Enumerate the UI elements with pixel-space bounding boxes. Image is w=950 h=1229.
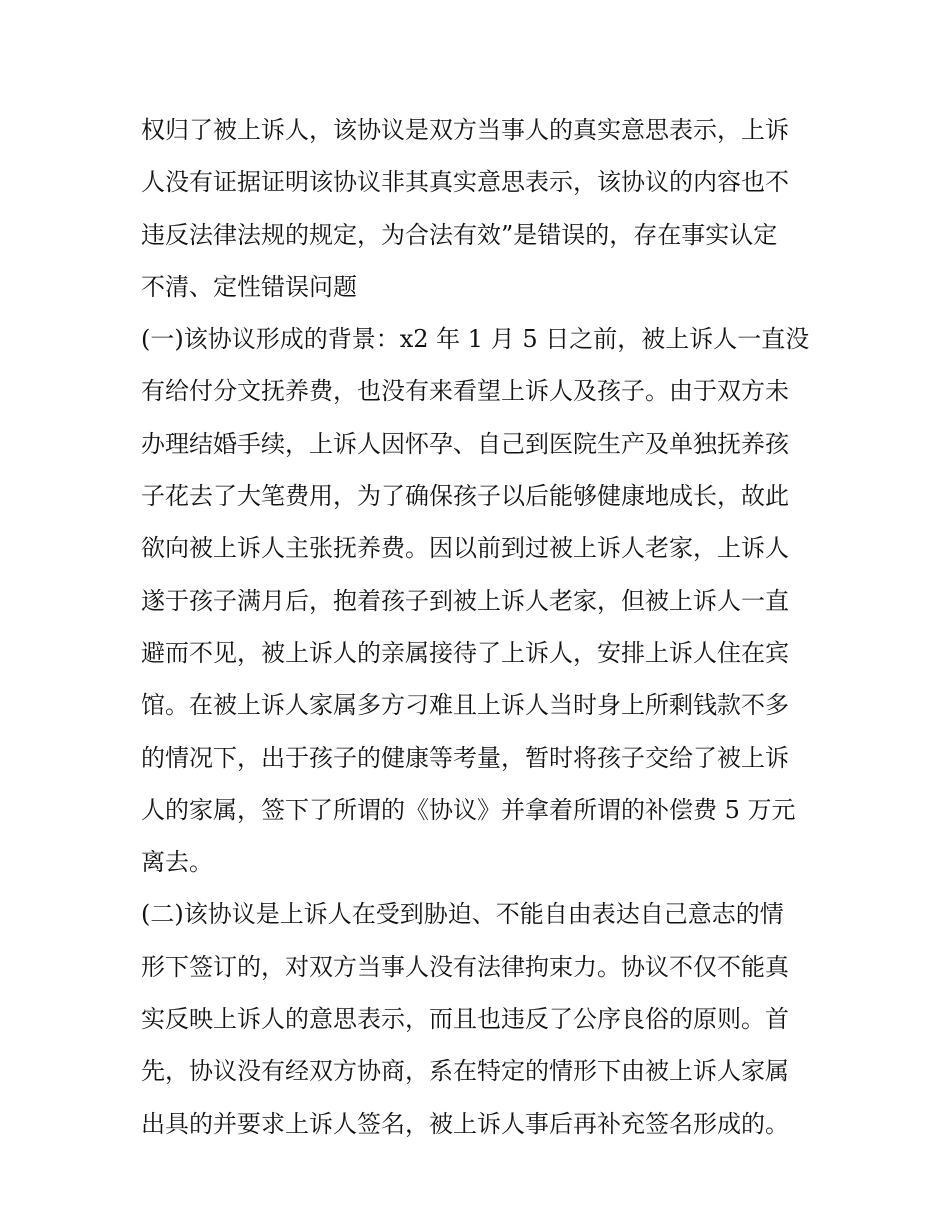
- text-line-3: 违反法律法规的规定，为合法有效”是错误的，存在事实认定: [141, 220, 778, 249]
- text-line-14: 人的家属，签下了所谓的《协议》并拿着所谓的补偿费 5 万元: [141, 795, 796, 824]
- text-line-2: 人没有证据证明该协议非其真实意思表示，该协议的内容也不: [141, 168, 789, 197]
- text-line-17: 形下签订的，对双方当事人没有法律拘束力。协议不仅不能真: [141, 952, 789, 981]
- text-line-6: 有给付分文抚养费，也没有来看望上诉人及孩子。由于双方未: [141, 377, 789, 406]
- text-line-12: 馆。在被上诉人家属多方刁难且上诉人当时身上所剩钱款不多: [141, 691, 789, 720]
- text-line-16: (二)该协议是上诉人在受到胁迫、不能自由表达自己意志的情: [141, 900, 784, 929]
- text-line-1: 权归了被上诉人，该协议是双方当事人的真实意思表示，上诉: [141, 116, 789, 144]
- text-line-13: 的情况下，出于孩子的健康等考量，暂时将孩子交给了被上诉: [141, 743, 789, 772]
- text-line-4: 不清、定性错误问题: [141, 272, 357, 301]
- text-line-9: 欲向被上诉人主张抚养费。因以前到过被上诉人老家，上诉人: [141, 534, 789, 563]
- text-line-11: 避而不见，被上诉人的亲属接待了上诉人，安排上诉人住在宾: [141, 638, 789, 667]
- text-line-20: 出具的并要求上诉人签名，被上诉人事后再补充签名形成的。: [141, 1109, 789, 1138]
- text-line-8: 子花去了大笔费用，为了确保孩子以后能够健康地成长，故此: [141, 482, 789, 511]
- text-line-15: 离去。: [141, 848, 213, 877]
- text-line-7: 办理结婚手续，上诉人因怀孕、自己到医院生产及单独抚养孩: [141, 429, 789, 458]
- text-line-18: 实反映上诉人的意思表示，而且也违反了公序良俗的原则。首: [141, 1005, 789, 1034]
- text-line-19: 先，协议没有经双方协商，系在特定的情形下由被上诉人家属: [141, 1057, 789, 1086]
- text-line-5: (一)该协议形成的背景：x2 年 1 月 5 日之前，被上诉人一直没: [141, 325, 810, 354]
- document-body: [141, 108, 821, 1154]
- text-line-10: 遂于孩子满月后，抱着孩子到被上诉人老家，但被上诉人一直: [141, 586, 789, 615]
